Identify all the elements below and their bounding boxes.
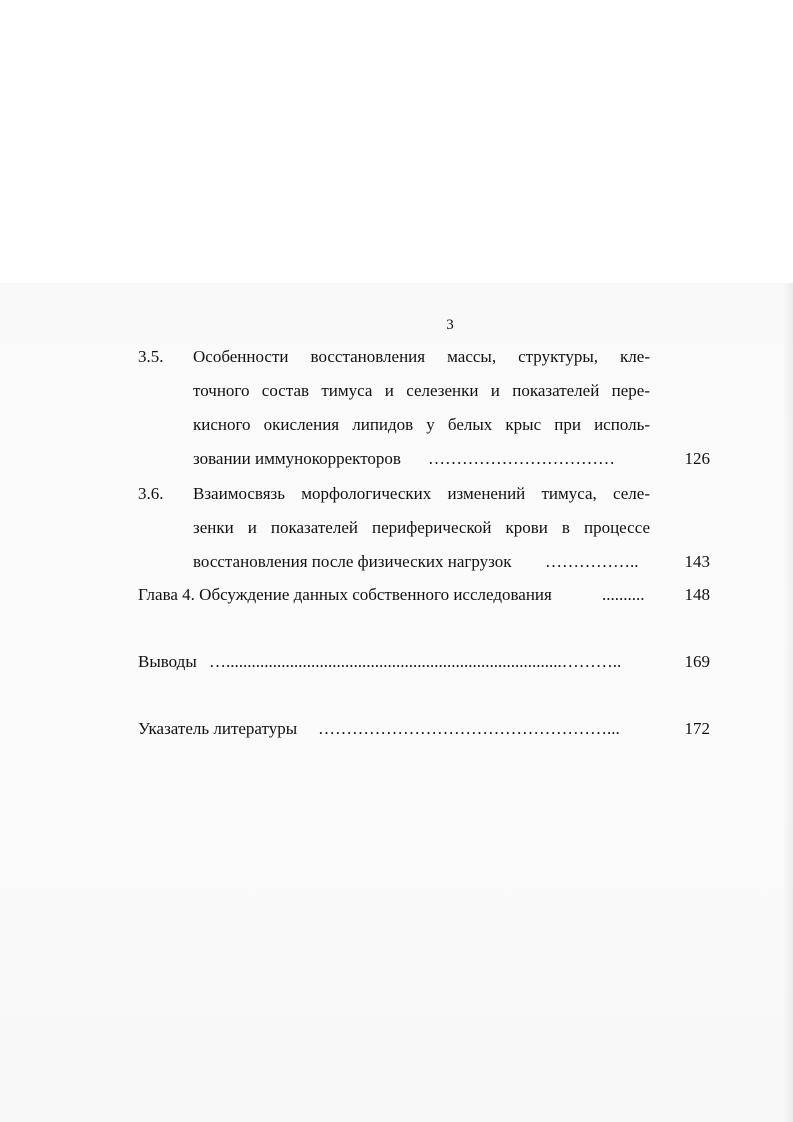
toc-dot-leader: …...............................................................................……….. [209,652,622,671]
toc-entry-line: зовании иммунокорректоров [193,449,401,468]
toc-entry-number: 3.5. [138,347,164,366]
toc-entry-line: восстановления после физических нагрузок [193,552,512,571]
toc-page-number: 169 [684,652,710,671]
toc-dot-leader: ……………………………………………... [318,719,620,738]
toc-page-number: 143 [684,552,710,571]
toc-entry-title: Указатель литературы [138,719,298,738]
toc-entry-line: Взаимосвязь морфологических изменений тимуса, селе- [193,484,650,503]
scan-edge-shadow [783,283,793,1122]
toc-entry-line: точного состав тимуса и селезенки и показателей пере- [193,381,650,400]
scan-background [0,283,793,1122]
toc-dot-leader: …………….. [545,552,639,571]
toc-page-number: 126 [684,449,710,468]
page-number: 3 [446,317,454,333]
toc-entry-line: Особенности восстановления массы, структуры, кле- [193,347,650,366]
toc-entry-number: 3.6. [138,484,164,503]
toc-page-number: 172 [684,719,710,738]
toc-entry-line: зенки и показателей периферической крови в процессе [193,518,650,537]
toc-dot-leader: …………………………… [428,449,615,468]
toc-dot-leader: .......... [602,585,645,604]
toc-entry-title: Глава 4. Обсуждение данных собственного исследования [138,585,552,604]
toc-entry-line: кисного окисления липидов у белых крыс при исполь- [193,415,650,434]
toc-page-number: 148 [684,585,710,604]
toc-entry-title: Выводы [138,652,197,671]
